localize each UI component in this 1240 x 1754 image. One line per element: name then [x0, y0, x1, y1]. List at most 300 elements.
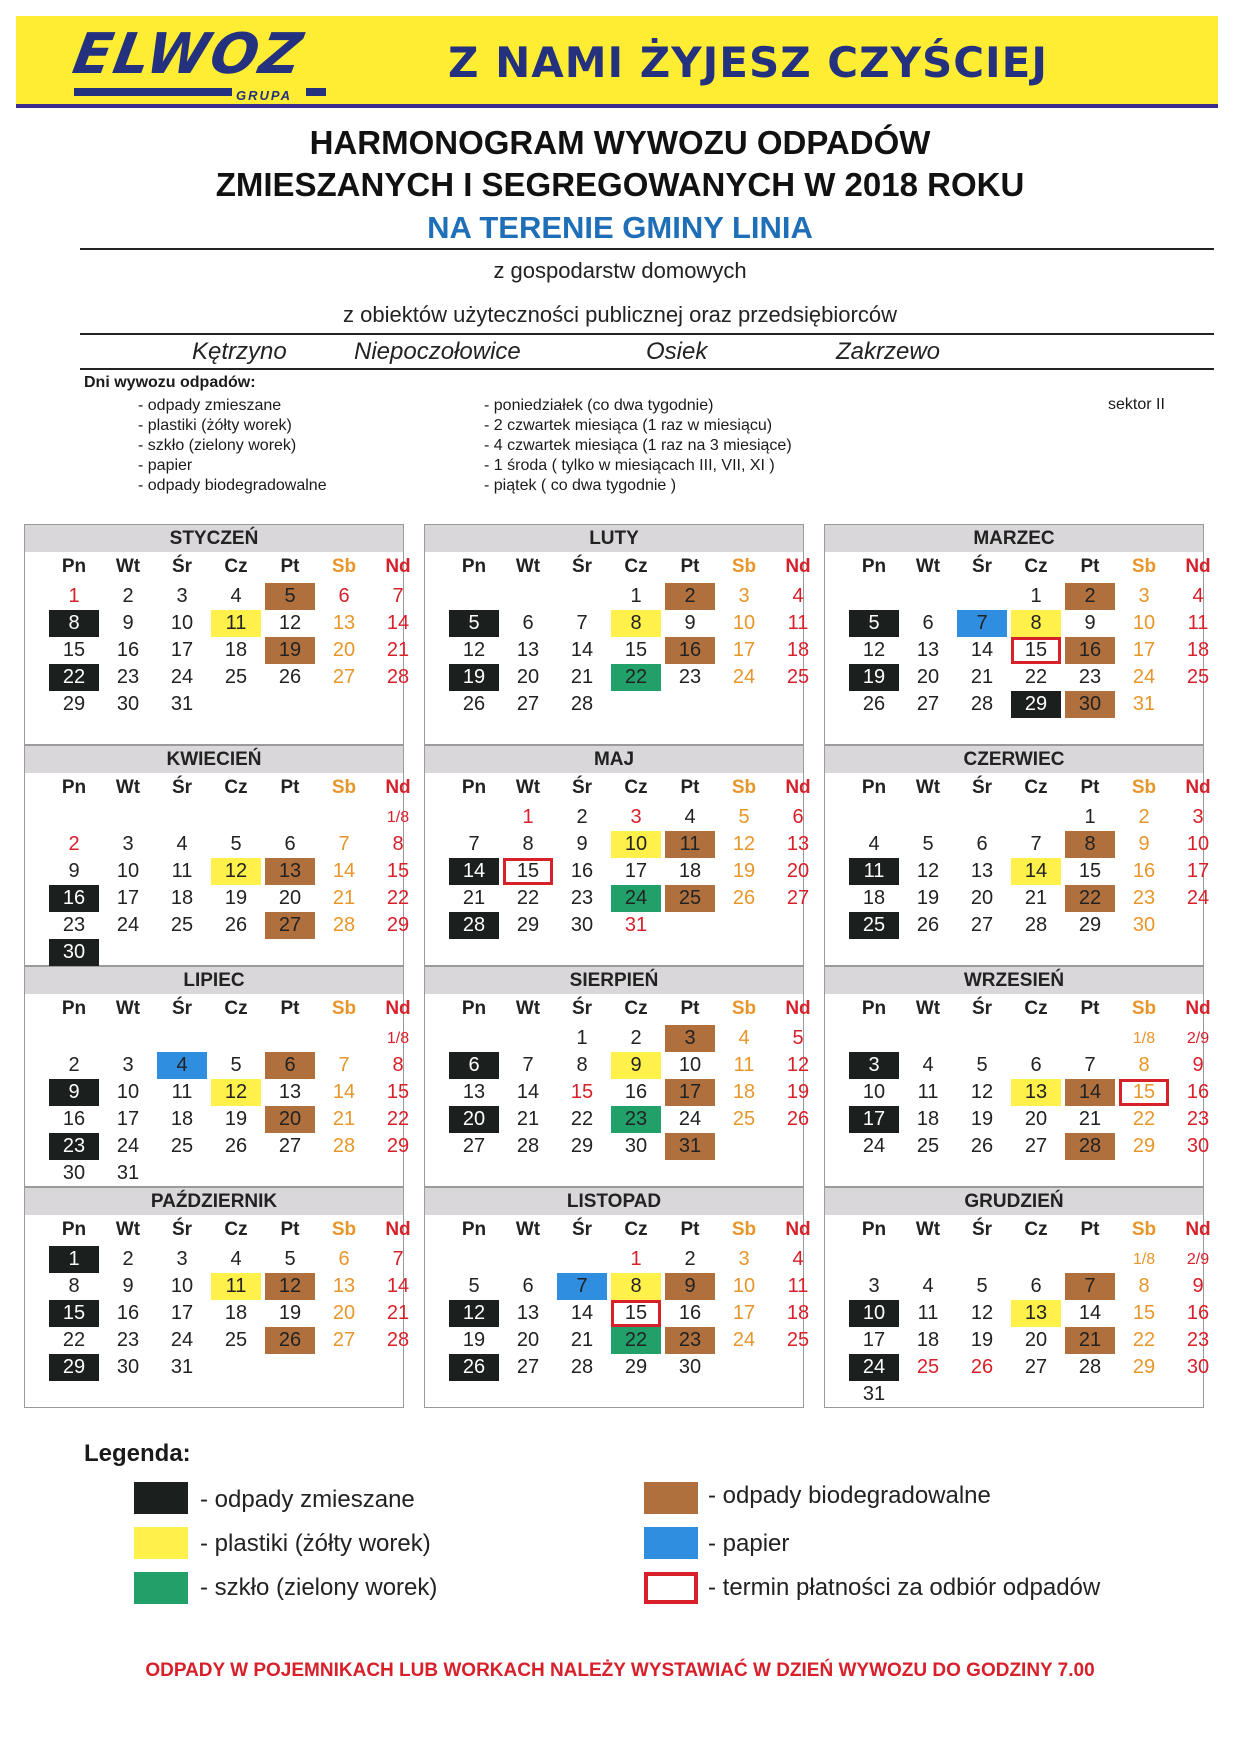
- calendar-day: 8: [68, 1275, 80, 1297]
- calendar-day: 26: [449, 1354, 499, 1381]
- calendar-day: 2: [1138, 806, 1150, 828]
- calendar-day: 27: [970, 914, 994, 936]
- calendar-day: 15: [1011, 637, 1061, 664]
- calendar-day: 3: [868, 1275, 880, 1297]
- calendar-day: 8: [49, 610, 99, 637]
- calendar-day: 14: [970, 639, 994, 661]
- elwoz-logo: ELWOZ: [68, 22, 309, 87]
- calendar-day: 18: [732, 1081, 756, 1103]
- calendar-day: 11: [917, 1081, 939, 1103]
- calendar-day: 21: [1024, 887, 1048, 909]
- calendar-day: 13: [516, 639, 540, 661]
- calendar-day: 3: [665, 1025, 715, 1052]
- calendar-day: 20: [516, 666, 540, 688]
- calendar-day: 4: [230, 1248, 242, 1270]
- calendar-day: 27: [516, 693, 540, 715]
- calendar-day: 28: [516, 1135, 540, 1157]
- calendar-day: 7: [468, 833, 480, 855]
- calendar-day: 4: [176, 833, 188, 855]
- locality-name: Zakrzewo: [836, 338, 941, 365]
- weekday-header: Nd: [385, 998, 411, 1019]
- weekday-header: Cz: [224, 556, 248, 577]
- waste-type: - plastiki (żółty worek): [138, 417, 292, 434]
- calendar-day: 29: [62, 693, 86, 715]
- weekday-header: Pt: [680, 777, 700, 798]
- legend-swatch-glass: [134, 1572, 188, 1604]
- calendar-day: 2: [684, 1248, 696, 1270]
- calendar-day: 18: [170, 887, 194, 909]
- calendar-day: 28: [570, 1356, 594, 1378]
- month-calendar-luty: [424, 524, 811, 745]
- calendar-day: 4: [230, 585, 242, 607]
- month-name: SIERPIEŃ: [425, 967, 803, 994]
- weekday-header: Sb: [1131, 998, 1157, 1019]
- weekday-header: Wt: [515, 556, 541, 577]
- calendar-day: 5: [468, 1275, 480, 1297]
- calendar-day: 27: [1024, 1356, 1048, 1378]
- legend-swatch-bio: [644, 1482, 698, 1514]
- weekday-header: Śr: [571, 777, 593, 798]
- calendar-day: 30: [1132, 914, 1156, 936]
- calendar-day: 2: [68, 1054, 80, 1076]
- calendar-day: 29: [624, 1356, 648, 1378]
- calendar-day: 16: [665, 637, 715, 664]
- calendar-day: 7: [1065, 1273, 1115, 1300]
- weekday-header: Cz: [1024, 777, 1048, 798]
- calendar-day: 11: [1187, 612, 1209, 634]
- calendar-day: 18: [170, 1108, 194, 1130]
- calendar-day: 28: [449, 912, 499, 939]
- calendar-day: 8: [1138, 1275, 1150, 1297]
- calendar-day: 30: [1186, 1356, 1210, 1378]
- calendar-day: 2: [122, 1248, 134, 1270]
- calendar-day: 21: [332, 1108, 356, 1130]
- page-title-line2: ZMIESZANYCH I SEGREGOWANYCH W 2018 ROKU: [215, 166, 1025, 203]
- calendar-day: 25: [786, 1329, 810, 1351]
- calendar-day: 13: [278, 1081, 302, 1103]
- calendar-day: 23: [62, 914, 86, 936]
- calendar-day: 20: [516, 1329, 540, 1351]
- calendar-day: 22: [1132, 1329, 1156, 1351]
- calendar-day: 5: [976, 1275, 988, 1297]
- calendar-day: 7: [1084, 1054, 1096, 1076]
- month-name: CZERWIEC: [825, 746, 1203, 773]
- weekday-header: Cz: [624, 998, 648, 1019]
- month-name: LIPIEC: [25, 967, 403, 994]
- weekday-header: Pn: [861, 777, 887, 798]
- weekday-header: Pn: [461, 556, 487, 577]
- calendar-day: 5: [976, 1054, 988, 1076]
- schedule: - 1 środa ( tylko w miesiącach III, VII, XI ): [484, 457, 775, 474]
- calendar-day: 22: [62, 1329, 86, 1351]
- calendar-day: 26: [862, 693, 886, 715]
- calendar-day: 8: [576, 1054, 588, 1076]
- calendar-day: 10: [862, 1081, 886, 1103]
- calendar-day: 9: [49, 1079, 99, 1106]
- calendar-day: 25: [224, 1329, 248, 1351]
- calendar-day: 18: [916, 1329, 940, 1351]
- calendar-day: 31: [1132, 693, 1156, 715]
- calendar-day: 21: [570, 666, 594, 688]
- weekday-header: Nd: [385, 1219, 411, 1240]
- calendar-day: 6: [976, 833, 988, 855]
- calendar-day: 29: [570, 1135, 594, 1157]
- calendar-day: 6: [338, 1248, 350, 1270]
- schedule: - piątek ( co dwa tygodnie ): [484, 477, 677, 494]
- weekday-header: Nd: [1185, 1219, 1211, 1240]
- calendar-day: 30: [570, 914, 594, 936]
- weekday-header: Pt: [1080, 556, 1100, 577]
- calendar-day: 9: [1084, 612, 1096, 634]
- calendar-day: 20: [265, 1106, 315, 1133]
- calendar-day: 16: [624, 1081, 648, 1103]
- legend-label-bio: - odpady biodegradowalne: [708, 1482, 991, 1509]
- calendar-day: 22: [386, 887, 410, 909]
- calendar-day: 27: [278, 1135, 302, 1157]
- weekday-header: Cz: [624, 556, 648, 577]
- month-name: LUTY: [425, 525, 803, 552]
- weekday-header: Nd: [385, 777, 411, 798]
- calendar-day: 13: [1011, 1300, 1061, 1327]
- calendar-day: 30: [62, 1162, 86, 1184]
- locality-name: Kętrzyno: [192, 338, 287, 365]
- weekday-header: Śr: [971, 998, 993, 1019]
- weekday-header: Pn: [461, 777, 487, 798]
- calendar-day: 12: [211, 858, 261, 885]
- calendar-day: 14: [449, 858, 499, 885]
- calendar-day: 18: [678, 860, 702, 882]
- calendar-day: 23: [570, 887, 594, 909]
- calendar-day: 7: [557, 1273, 607, 1300]
- weekday-header: Sb: [731, 1219, 757, 1240]
- calendar-day: 1/8: [386, 1030, 410, 1047]
- calendar-day: 19: [970, 1329, 994, 1351]
- calendar-day: 21: [570, 1329, 594, 1351]
- calendar-day: 22: [611, 664, 661, 691]
- calendar-day: 22: [1065, 885, 1115, 912]
- weekday-header: Wt: [115, 777, 141, 798]
- divider: [80, 368, 1214, 370]
- calendar-day: 17: [1132, 639, 1156, 661]
- weekday-header: Pn: [461, 998, 487, 1019]
- calendar-day: 20: [1024, 1329, 1048, 1351]
- calendar-day: 5: [792, 1027, 804, 1049]
- calendar-day: 16: [116, 1302, 140, 1324]
- legend-label-mixed: - odpady zmieszane: [200, 1486, 415, 1513]
- calendar-day: 26: [224, 914, 248, 936]
- calendar-day: 21: [1078, 1108, 1102, 1130]
- calendar-day: 30: [116, 693, 140, 715]
- calendar-day: 11: [665, 831, 715, 858]
- calendar-day: 19: [449, 664, 499, 691]
- weekday-header: Sb: [1131, 556, 1157, 577]
- calendar-day: 23: [1132, 887, 1156, 909]
- calendar-day: 13: [332, 612, 356, 634]
- calendar-day: 1/8: [1132, 1251, 1156, 1268]
- waste-type: - odpady zmieszane: [138, 397, 282, 414]
- calendar-day: 5: [284, 1248, 296, 1270]
- calendar-day: 9: [1192, 1275, 1204, 1297]
- calendar-day: 3: [176, 1248, 188, 1270]
- calendar-day: 6: [284, 833, 296, 855]
- calendar-day: 27: [265, 912, 315, 939]
- calendar-day: 2: [630, 1027, 642, 1049]
- weekday-header: Sb: [331, 998, 357, 1019]
- calendar-day: 10: [116, 1081, 140, 1103]
- weekday-header: Śr: [571, 556, 593, 577]
- calendar-day: 27: [462, 1135, 486, 1157]
- weekday-header: Śr: [571, 998, 593, 1019]
- calendar-day: 17: [170, 639, 194, 661]
- month-name: LISTOPAD: [425, 1188, 803, 1215]
- weekday-header: Cz: [1024, 998, 1048, 1019]
- weekday-header: Sb: [331, 1219, 357, 1240]
- weekday-header: Pt: [280, 998, 300, 1019]
- calendar-day: 14: [332, 1081, 356, 1103]
- subtitle-households: z gospodarstw domowych: [493, 258, 747, 283]
- calendar-day: 10: [732, 1275, 756, 1297]
- month-name: KWIECIEŃ: [25, 746, 403, 773]
- month-name: MAJ: [425, 746, 803, 773]
- calendar-day: 14: [1011, 858, 1061, 885]
- calendar-day: 6: [522, 612, 534, 634]
- calendar-day: 8: [1011, 610, 1061, 637]
- calendar-day: 4: [1192, 585, 1204, 607]
- calendar-day: 20: [332, 639, 356, 661]
- calendar-day: 13: [516, 1302, 540, 1324]
- calendar-day: 2/9: [1186, 1030, 1210, 1047]
- calendar-day: 16: [678, 1302, 702, 1324]
- calendar-day: 17: [170, 1302, 194, 1324]
- weekday-header: Wt: [515, 1219, 541, 1240]
- calendar-day: 28: [970, 693, 994, 715]
- month-calendar-grudzien: [824, 1187, 1211, 1408]
- calendar-day: 23: [116, 666, 140, 688]
- calendar-day: 11: [211, 610, 261, 637]
- month-calendar-kwiecien: [24, 745, 411, 966]
- calendar-day: 23: [678, 666, 702, 688]
- calendar-day: 31: [862, 1383, 886, 1405]
- waste-type: - papier: [138, 457, 193, 474]
- month-name: PAŹDZIERNIK: [25, 1188, 403, 1215]
- calendar-day: 12: [970, 1081, 994, 1103]
- calendar-day: 16: [1065, 637, 1115, 664]
- weekday-header: Cz: [1024, 1219, 1048, 1240]
- calendar-day: 23: [1078, 666, 1102, 688]
- calendar-day: 11: [849, 858, 899, 885]
- weekday-header: Wt: [115, 556, 141, 577]
- calendar-day: 27: [516, 1356, 540, 1378]
- calendar-day: 6: [792, 806, 804, 828]
- calendar-day: 12: [462, 639, 486, 661]
- calendar-day: 10: [849, 1300, 899, 1327]
- logo-underline-end: [306, 88, 326, 96]
- calendar-day: 24: [1132, 666, 1156, 688]
- calendar-day: 31: [665, 1133, 715, 1160]
- calendar-day: 29: [1132, 1135, 1156, 1157]
- calendar-day: 13: [1011, 1079, 1061, 1106]
- calendar-day: 15: [62, 639, 86, 661]
- calendar-day: 6: [522, 1275, 534, 1297]
- calendar-day: 27: [786, 887, 810, 909]
- calendar-day: 2: [1065, 583, 1115, 610]
- calendar-day: 27: [916, 693, 940, 715]
- pickup-days-title: Dni wywozu odpadów:: [84, 374, 256, 391]
- calendar-day: 24: [611, 885, 661, 912]
- calendar-day: 9: [665, 1273, 715, 1300]
- calendar-day: 19: [732, 860, 756, 882]
- calendar-day: 3: [176, 585, 188, 607]
- weekday-header: Nd: [1185, 777, 1211, 798]
- legend-label-payment: - termin płatności za odbiór odpadów: [708, 1574, 1101, 1601]
- weekday-header: Sb: [731, 556, 757, 577]
- calendar-day: 4: [792, 1248, 804, 1270]
- calendar-day: 27: [1024, 1135, 1048, 1157]
- calendar-day: 9: [122, 612, 134, 634]
- calendar-day: 9: [68, 860, 80, 882]
- calendar-day: 26: [462, 693, 486, 715]
- calendar-day: 29: [516, 914, 540, 936]
- calendar-day: 13: [786, 833, 810, 855]
- calendar-day: 11: [211, 1273, 261, 1300]
- calendar-day: 24: [116, 914, 140, 936]
- weekday-header: Sb: [731, 998, 757, 1019]
- weekday-header: Śr: [571, 1219, 593, 1240]
- slogan: Z NAMI ŻYJESZ CZYŚCIEJ: [448, 38, 1048, 87]
- calendar-day: 13: [462, 1081, 486, 1103]
- month-calendar-styczen: [24, 524, 411, 745]
- calendar-day: 1/8: [1132, 1030, 1156, 1047]
- calendar-day: 26: [786, 1108, 810, 1130]
- weekday-header: Śr: [971, 777, 993, 798]
- calendar-day: 27: [332, 666, 356, 688]
- calendar-day: 6: [1030, 1054, 1042, 1076]
- calendar-day: 24: [732, 1329, 756, 1351]
- weekday-header: Śr: [171, 998, 193, 1019]
- calendar-day: 9: [684, 612, 696, 634]
- calendar-day: 24: [678, 1108, 702, 1130]
- calendar-day: 17: [1186, 860, 1210, 882]
- calendar-day: 1: [1030, 585, 1042, 607]
- calendar-day: 15: [386, 1081, 410, 1103]
- calendar-day: 11: [171, 1081, 193, 1103]
- calendar-day: 29: [1132, 1356, 1156, 1378]
- calendar-day: 21: [386, 1302, 410, 1324]
- schedule: - 4 czwartek miesiąca (1 raz na 3 miesiące): [484, 437, 792, 454]
- calendar-day: 23: [116, 1329, 140, 1351]
- calendar-day: 14: [386, 1275, 410, 1297]
- calendar-day: 4: [922, 1054, 934, 1076]
- weekday-header: Wt: [915, 777, 941, 798]
- legend-swatch-payment: [644, 1572, 698, 1604]
- calendar-day: 19: [278, 1302, 302, 1324]
- calendar-day: 21: [516, 1108, 540, 1130]
- calendar-day: 9: [122, 1275, 134, 1297]
- weekday-header: Cz: [624, 1219, 648, 1240]
- calendar-day: 2: [665, 583, 715, 610]
- calendar-day: 25: [732, 1108, 756, 1130]
- calendar-day: 27: [332, 1329, 356, 1351]
- weekday-header: Wt: [515, 998, 541, 1019]
- calendar-day: 26: [732, 887, 756, 909]
- month-calendar-maj: [424, 745, 811, 966]
- month-calendar-lipiec: [24, 966, 411, 1187]
- calendar-day: 3: [1138, 585, 1150, 607]
- calendar-day: 23: [665, 1327, 715, 1354]
- divider: [80, 333, 1214, 335]
- weekday-header: Pn: [61, 777, 87, 798]
- calendar-day: 19: [786, 1081, 810, 1103]
- calendar-day: 17: [732, 1302, 756, 1324]
- calendar-day: 14: [516, 1081, 540, 1103]
- legend-swatch-mixed: [134, 1482, 188, 1514]
- calendar-day: 1: [576, 1027, 588, 1049]
- calendar-day: 11: [787, 612, 809, 634]
- calendar-day: 26: [916, 914, 940, 936]
- calendar-day: 20: [916, 666, 940, 688]
- calendar-day: 17: [116, 1108, 140, 1130]
- calendar-day: 25: [849, 912, 899, 939]
- weekday-header: Sb: [331, 777, 357, 798]
- calendar-day: 22: [386, 1108, 410, 1130]
- calendar-day: 12: [916, 860, 940, 882]
- weekday-header: Pt: [280, 556, 300, 577]
- calendar-day: 23: [611, 1106, 661, 1133]
- calendar-day: 29: [1011, 691, 1061, 718]
- weekday-header: Cz: [224, 777, 248, 798]
- calendar-day: 8: [1138, 1054, 1150, 1076]
- calendar-day: 22: [611, 1327, 661, 1354]
- calendar-day: 19: [224, 1108, 248, 1130]
- calendar-day: 19: [265, 637, 315, 664]
- calendar-day: 5: [738, 806, 750, 828]
- weekday-header: Pt: [280, 777, 300, 798]
- calendar-day: 17: [624, 860, 648, 882]
- calendar-day: 15: [570, 1081, 594, 1103]
- calendar-day: 22: [49, 664, 99, 691]
- page-title-line1: HARMONOGRAM WYWOZU ODPADÓW: [309, 124, 931, 161]
- calendar-day: 15: [1119, 1079, 1169, 1106]
- weekday-header: Pn: [861, 556, 887, 577]
- calendar-day: 18: [1186, 639, 1210, 661]
- calendar-day: 31: [116, 1162, 140, 1184]
- calendar-day: 13: [265, 858, 315, 885]
- weekday-header: Sb: [331, 556, 357, 577]
- calendar-day: 1: [68, 585, 80, 607]
- calendar-day: 19: [462, 1329, 486, 1351]
- calendar-day: 7: [392, 1248, 404, 1270]
- calendar-day: 6: [338, 585, 350, 607]
- calendar-day: 2: [576, 806, 588, 828]
- calendar-day: 11: [171, 860, 193, 882]
- weekday-header: Pt: [680, 1219, 700, 1240]
- calendar-day: 25: [170, 1135, 194, 1157]
- calendar-day: 21: [1065, 1327, 1115, 1354]
- calendar-day: 7: [338, 1054, 350, 1076]
- weekday-header: Wt: [915, 998, 941, 1019]
- calendar-day: 8: [611, 1273, 661, 1300]
- calendar-day: 12: [786, 1054, 810, 1076]
- calendar-day: 18: [786, 639, 810, 661]
- calendar-day: 3: [122, 833, 134, 855]
- calendar-day: 16: [570, 860, 594, 882]
- calendar-day: 15: [611, 1300, 661, 1327]
- calendar-day: 7: [1030, 833, 1042, 855]
- calendar-day: 8: [522, 833, 534, 855]
- calendar-day: 25: [224, 666, 248, 688]
- weekday-header: Pt: [680, 998, 700, 1019]
- calendar-day: 3: [1192, 806, 1204, 828]
